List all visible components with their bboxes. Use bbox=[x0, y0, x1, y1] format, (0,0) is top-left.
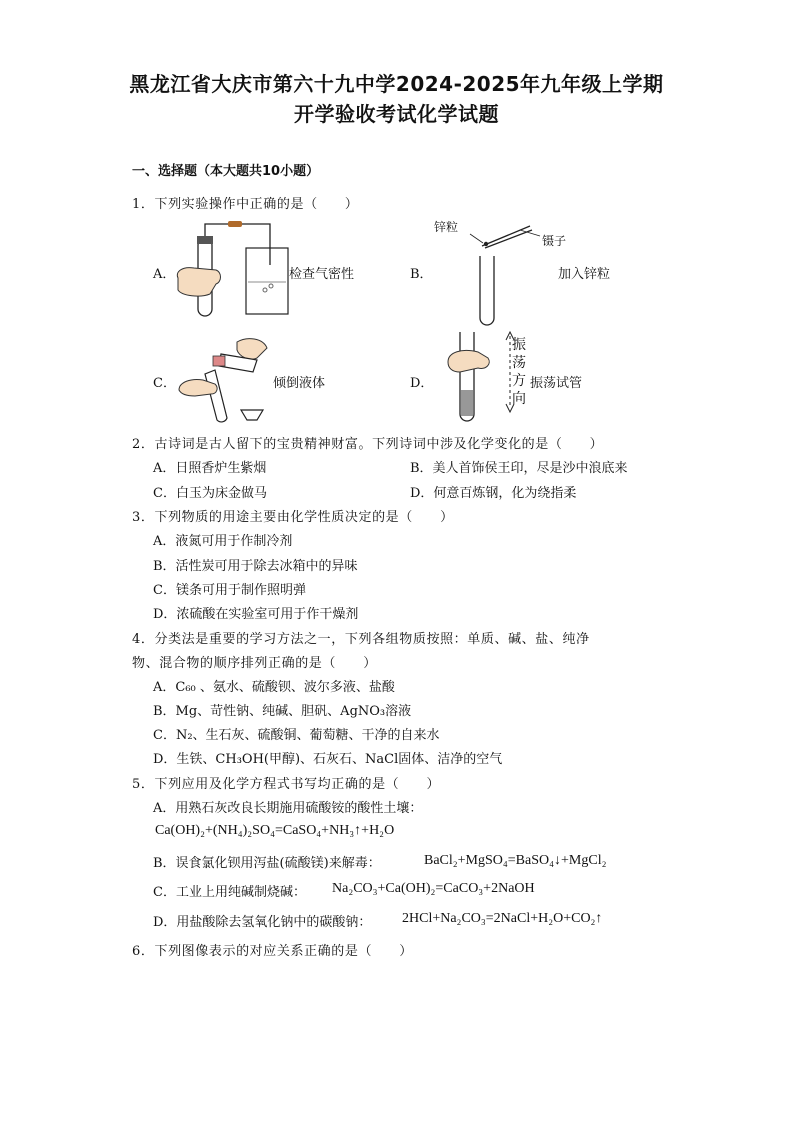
q5-option-c-text: C．工业上用纯碱制烧碱： bbox=[153, 885, 306, 900]
q1-option-b-caption: 加入锌粒 bbox=[558, 267, 611, 282]
q2-option-d: D．何意百炼钢，化为绕指柔 bbox=[410, 486, 577, 501]
q1-option-c-caption: 倾倒液体 bbox=[273, 376, 326, 391]
q4-stem-line2: 物、混合物的顺序排列正确的是（ ） bbox=[132, 656, 377, 671]
page-title-line1: 黑龙江省大庆市第六十九中学2024-2025年九年级上学期 bbox=[129, 72, 664, 96]
q3-option-a: A．液氮可用于作制冷剂 bbox=[153, 534, 293, 549]
page-title-line2: 开学验收考试化学试题 bbox=[294, 102, 499, 126]
q5-option-d-text: D．用盐酸除去氢氧化钠中的碳酸钠： bbox=[153, 915, 372, 930]
q1-option-a-caption: 检查气密性 bbox=[289, 267, 355, 282]
section-heading: 一、选择题（本大题共10小题） bbox=[132, 164, 320, 179]
q1-figure-a-airtightness bbox=[170, 220, 290, 320]
q1-stem: 1．下列实验操作中正确的是（ ） bbox=[132, 197, 359, 212]
q1-option-c-letter: C． bbox=[153, 376, 176, 391]
q4-option-c: C．N₂、生石灰、硫酸铜、葡萄糖、干净的自来水 bbox=[153, 728, 440, 743]
q6-stem: 6．下列图像表示的对应关系正确的是（ ） bbox=[132, 944, 413, 959]
q3-option-d: D．浓硫酸在实验室可用于作干燥剂 bbox=[153, 607, 359, 622]
q3-option-b: B．活性炭可用于除去冰箱中的异味 bbox=[153, 559, 358, 574]
q5-option-d-equation: 2HCl+Na₂CO₃=2NaCl+H₂O+CO₂↑ bbox=[402, 911, 603, 926]
q5-option-a-text: A．用熟石灰改良长期施用硫酸铵的酸性土壤： bbox=[153, 801, 423, 816]
q1-option-d-letter: D． bbox=[410, 376, 434, 391]
q5-option-a-equation: Ca(OH)₂+(NH₄)₂SO₄=CaSO₄+NH₃↑+H₂O bbox=[155, 823, 395, 838]
q1-option-b-zinc-label: 锌粒 bbox=[434, 220, 459, 234]
q1-option-a-letter: A． bbox=[153, 267, 176, 282]
q2-option-c: C．白玉为床金做马 bbox=[153, 486, 267, 501]
q3-stem: 3．下列物质的用途主要由化学性质决定的是（ ） bbox=[132, 510, 454, 525]
q3-option-c: C．镁条可用于制作照明弹 bbox=[153, 583, 306, 598]
q5-option-b-text: B．误食氯化钡用泻盐(硫酸镁)来解毒： bbox=[153, 856, 381, 871]
q4-option-d: D．生铁、CH₃OH(甲醇)、石灰石、NaCl固体、洁净的空气 bbox=[153, 752, 503, 767]
q5-option-b-equation: BaCl₂+MgSO₄=BaSO₄↓+MgCl₂ bbox=[424, 853, 607, 868]
q5-option-c-equation: Na₂CO₃+Ca(OH)₂=CaCO₃+2NaOH bbox=[332, 881, 535, 896]
q4-option-b: B．Mg、苛性钠、纯碱、胆矾、AgNO₃溶液 bbox=[153, 704, 412, 719]
q2-option-b: B．美人首饰侯王印，尽是沙中浪底来 bbox=[410, 461, 628, 476]
q1-option-d-caption: 振荡试管 bbox=[530, 376, 583, 391]
q5-stem: 5．下列应用及化学方程式书写均正确的是（ ） bbox=[132, 777, 441, 792]
q1-option-b-tweezers-label: 镊子 bbox=[542, 234, 567, 248]
q4-option-a: A．C₆₀ 、氨水、硫酸钡、波尔多液、盐酸 bbox=[153, 680, 395, 695]
q1-figure-c-pour-liquid bbox=[175, 332, 275, 427]
q2-stem: 2．古诗词是古人留下的宝贵精神财富。下列诗词中涉及化学变化的是（ ） bbox=[132, 437, 604, 452]
q1-option-b-letter: B． bbox=[410, 267, 433, 282]
q2-option-a: A．日照香炉生紫烟 bbox=[153, 461, 267, 476]
q1-option-d-direction-label: 振荡方向 bbox=[512, 337, 526, 407]
q4-stem-line1: 4．分类法是重要的学习方法之一，下列各组物质按照：单质、碱、盐、纯净 bbox=[132, 632, 590, 647]
